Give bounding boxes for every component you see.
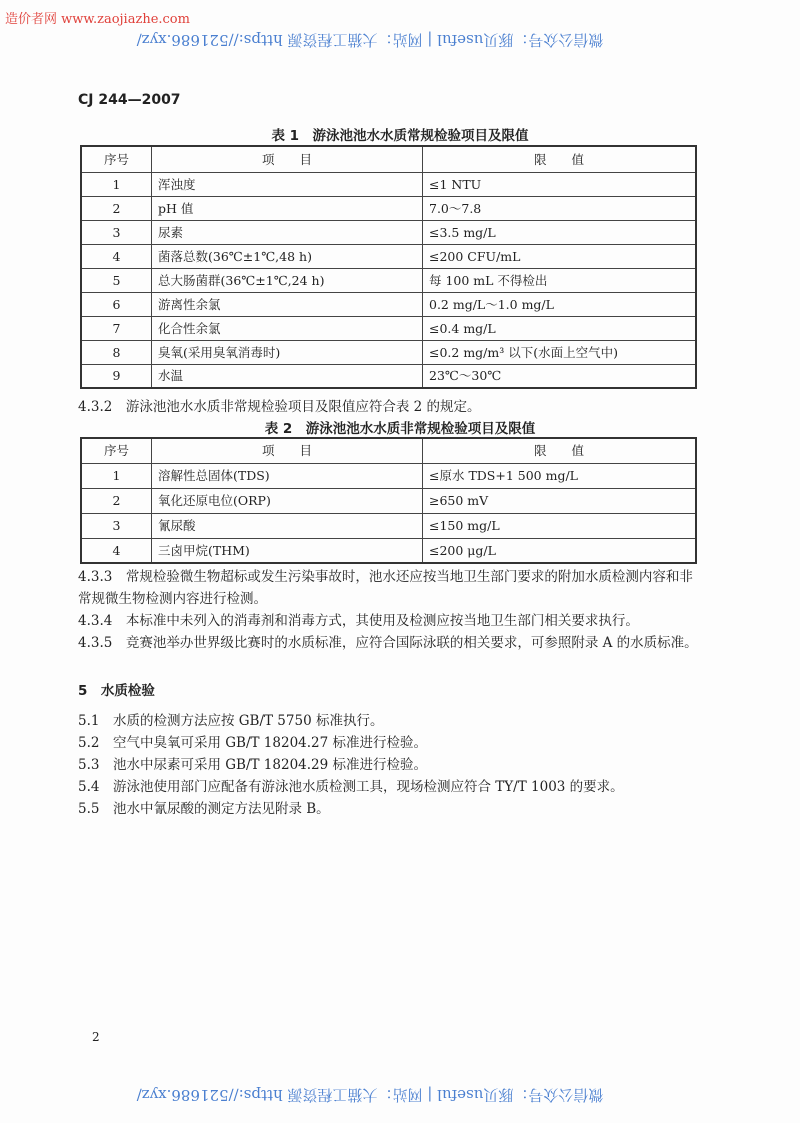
item-5-5: 5.5 池水中氰尿酸的测定方法见附录 B。 xyxy=(78,801,330,817)
table-cell: ≤原水 TDS+1 500 mg/L xyxy=(423,463,697,488)
table-row xyxy=(81,244,696,268)
para-4-3-3: 4.3.3 常规检验微生物超标或发生污染事故时，池水还应按当地卫生部门要求的附加水质检测内容和非常规微生物检测内容进行检测。 xyxy=(78,569,693,607)
table-cell: 3 xyxy=(81,513,152,538)
table1 xyxy=(80,145,697,389)
table2 xyxy=(80,437,697,564)
table-cell: 23℃～30℃ xyxy=(423,364,697,388)
table-row xyxy=(81,513,696,538)
table-cell: 氧化还原电位(ORP) xyxy=(152,488,423,513)
table-cell: 三卤甲烷(THM) xyxy=(152,538,423,563)
table-cell: 8 xyxy=(81,340,152,364)
column-header: 序号 xyxy=(81,438,152,463)
section5-title: 5 水质检验 xyxy=(78,683,155,699)
banner-watermark-top: 微信公众号：豚贝useful | 网站：大猫工程资源 https://521686.xyz/ xyxy=(136,31,604,49)
table-cell: 9 xyxy=(81,364,152,388)
table-cell: 总大肠菌群(36℃±1℃,24 h) xyxy=(152,268,423,292)
table-row xyxy=(81,364,696,388)
table-cell: ≤150 mg/L xyxy=(423,513,697,538)
table-row xyxy=(81,538,696,563)
page-number: 2 xyxy=(92,1030,100,1044)
table-row xyxy=(81,340,696,364)
item-5-2: 5.2 空气中臭氧可采用 GB/T 18204.27 标准进行检验。 xyxy=(78,735,428,751)
table-header-row xyxy=(81,146,696,172)
table-cell: ≤200 μg/L xyxy=(423,538,697,563)
table-header-row xyxy=(81,438,696,463)
table-row xyxy=(81,463,696,488)
column-header: 项 目 xyxy=(152,146,423,172)
table-cell: ≤3.5 mg/L xyxy=(423,220,697,244)
table-cell: 尿素 xyxy=(152,220,423,244)
table-cell: ≤200 CFU/mL xyxy=(423,244,697,268)
item-5-1: 5.1 水质的检测方法应按 GB/T 5750 标准执行。 xyxy=(78,713,384,729)
table-row xyxy=(81,316,696,340)
table-cell: 每 100 mL 不得检出 xyxy=(423,268,697,292)
table-cell: 2 xyxy=(81,196,152,220)
table-cell: 氰尿酸 xyxy=(152,513,423,538)
table-cell: ≤0.2 mg/m³ 以下(水面上空气中) xyxy=(423,340,697,364)
column-header: 项 目 xyxy=(152,438,423,463)
table-cell: 游离性余氯 xyxy=(152,292,423,316)
banner-watermark-bottom: 微信公众号：豚贝useful | 网站：大猫工程资源 https://521686.xyz/ xyxy=(136,1086,604,1104)
table-cell: 2 xyxy=(81,488,152,513)
site-watermark[interactable]: 造价者网 www.zaojiazhe.com xyxy=(5,12,190,27)
table-cell: 6 xyxy=(81,292,152,316)
para-4-3-5: 4.3.5 竞赛池举办世界级比赛时的水质标准，应符合国际泳联的相关要求，可参照附录 A 的水质标准。 xyxy=(78,635,698,651)
para-4-3-4: 4.3.4 本标准中未列入的消毒剂和消毒方式，其使用及检测应按当地卫生部门相关要求执行。 xyxy=(78,613,639,629)
table-cell: 溶解性总固体(TDS) xyxy=(152,463,423,488)
table-cell: 7.0～7.8 xyxy=(423,196,697,220)
table-cell: 1 xyxy=(81,172,152,196)
table-cell: ≥650 mV xyxy=(423,488,697,513)
table-cell: 5 xyxy=(81,268,152,292)
table-cell: 4 xyxy=(81,244,152,268)
table-cell: pH 值 xyxy=(152,196,423,220)
table-cell: 1 xyxy=(81,463,152,488)
column-header: 限 值 xyxy=(423,146,697,172)
table-cell: 3 xyxy=(81,220,152,244)
table-row xyxy=(81,268,696,292)
para-4-3-2: 4.3.2 游泳池池水水质非常规检验项目及限值应符合表 2 的规定。 xyxy=(78,399,481,415)
table-cell: 0.2 mg/L～1.0 mg/L xyxy=(423,292,697,316)
table-cell: 浑浊度 xyxy=(152,172,423,196)
table-row xyxy=(81,172,696,196)
column-header: 序号 xyxy=(81,146,152,172)
table-cell: 4 xyxy=(81,538,152,563)
table-row xyxy=(81,220,696,244)
standard-number: CJ 244—2007 xyxy=(78,92,181,108)
item-5-4: 5.4 游泳池使用部门应配备有游泳池水质检测工具，现场检测应符合 TY/T 1003 的要求。 xyxy=(78,779,624,795)
column-header: 限 值 xyxy=(423,438,697,463)
table-row xyxy=(81,292,696,316)
body-text xyxy=(78,566,698,820)
table-cell: 臭氧(采用臭氧消毒时) xyxy=(152,340,423,364)
table-cell: 水温 xyxy=(152,364,423,388)
table-cell: 化合性余氯 xyxy=(152,316,423,340)
table-row xyxy=(81,196,696,220)
table-cell: ≤0.4 mg/L xyxy=(423,316,697,340)
table-row xyxy=(81,488,696,513)
table-cell: ≤1 NTU xyxy=(423,172,697,196)
table2-caption: 表 2 游泳池池水水质非常规检验项目及限值 xyxy=(264,421,536,437)
table-cell: 7 xyxy=(81,316,152,340)
table-cell: 菌落总数(36℃±1℃,48 h) xyxy=(152,244,423,268)
item-5-3: 5.3 池水中尿素可采用 GB/T 18204.29 标准进行检验。 xyxy=(78,757,428,773)
table1-caption: 表 1 游泳池池水水质常规检验项目及限值 xyxy=(271,128,529,144)
